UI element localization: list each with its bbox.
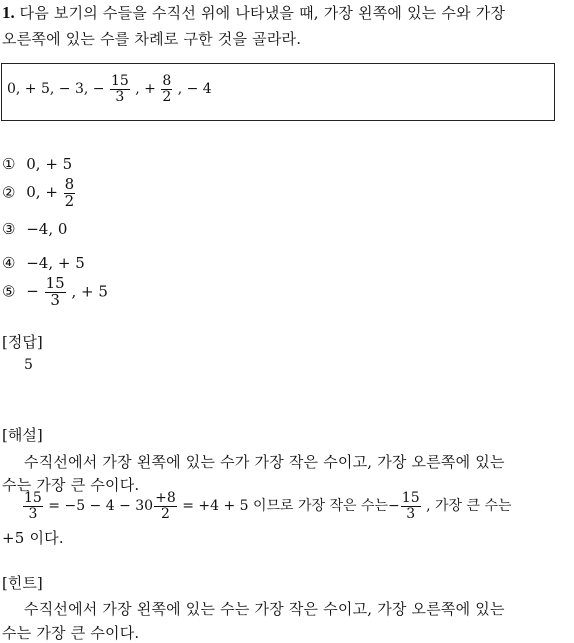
hint-line-2: 수는 가장 큰 수이다. bbox=[2, 624, 140, 642]
choice-4[interactable] bbox=[2, 254, 85, 272]
fraction-denominator: 3 bbox=[115, 88, 125, 105]
question-line-1 bbox=[2, 2, 505, 23]
choice-marker: ⑤ bbox=[2, 282, 16, 301]
choice-marker: ③ bbox=[2, 220, 16, 238]
fraction-numerator: 15 bbox=[45, 274, 65, 292]
choice-text: −4, 0 bbox=[26, 220, 68, 238]
fraction-denominator: 2 bbox=[64, 191, 75, 210]
fraction-denominator: 2 bbox=[160, 505, 170, 522]
choice-text-after: , + 5 bbox=[71, 282, 108, 301]
fraction-denominator: 2 bbox=[162, 88, 172, 105]
fraction-8-over-2 bbox=[161, 74, 172, 104]
choice-text: − bbox=[26, 282, 39, 301]
given-numbers bbox=[7, 74, 212, 104]
question-number: 1. bbox=[2, 3, 15, 22]
box-part-1: 0, + 5, − 3, − bbox=[7, 81, 105, 98]
question-text-1: 다음 보기의 수들을 수직선 위에 나타냈을 때, 가장 왼쪽에 있는 수와 가장 bbox=[19, 4, 506, 22]
explanation-label: [해설] bbox=[2, 426, 43, 444]
fraction-numerator: 8 bbox=[162, 73, 172, 89]
answer-value: 5 bbox=[24, 357, 33, 373]
hint-label: [힌트] bbox=[2, 574, 43, 592]
explanation-line-4: +5 이다. bbox=[2, 529, 64, 547]
choice-1[interactable] bbox=[2, 155, 72, 173]
choice-marker: ④ bbox=[2, 254, 16, 272]
question-text-2: 오른쪽에 있는 수를 차례로 구한 것을 골라라. bbox=[2, 30, 302, 48]
fraction-denominator: 3 bbox=[50, 290, 60, 309]
choice-marker: ② bbox=[2, 183, 16, 202]
fraction-numerator: +8 bbox=[155, 490, 176, 506]
choice-text: 0, + bbox=[26, 183, 58, 202]
choice-3[interactable] bbox=[2, 220, 67, 238]
equation-middle: = −5 − 4 − 30 bbox=[48, 498, 154, 515]
explanation-line-1: 수직선에서 가장 왼쪽에 있는 수가 가장 작은 수이고, 가장 오른쪽에 있는 bbox=[24, 453, 505, 471]
choice-marker: ① bbox=[2, 155, 16, 173]
fraction-numerator: 15 bbox=[110, 73, 129, 89]
given-numbers-box bbox=[1, 63, 555, 121]
choice-2[interactable] bbox=[2, 177, 76, 210]
fraction-15-over-3 bbox=[401, 491, 421, 521]
fraction-denominator: 3 bbox=[28, 505, 38, 522]
choice-text: 0, + 5 bbox=[26, 155, 73, 173]
fraction-15-over-3 bbox=[23, 491, 43, 521]
explanation-line-2: 수는 가장 큰 수이다. bbox=[2, 476, 140, 494]
hint-line-1: 수직선에서 가장 왼쪽에 있는 수는 가장 작은 수이고, 가장 오른쪽에 있는 bbox=[24, 600, 505, 618]
explanation-equation bbox=[22, 491, 512, 521]
choice-5[interactable] bbox=[2, 276, 108, 309]
fraction-denominator: 3 bbox=[406, 505, 416, 522]
box-part-3: , − 4 bbox=[177, 81, 212, 98]
answer-label: [정답] bbox=[2, 333, 43, 351]
fraction-8-over-2 bbox=[64, 177, 76, 210]
fraction-15-over-3 bbox=[110, 74, 130, 104]
equation-end: , 가장 큰 수는 bbox=[426, 498, 512, 515]
fraction-numerator: 15 bbox=[24, 490, 42, 506]
fraction-15-over-3 bbox=[45, 276, 66, 309]
fraction-plus8-over-2 bbox=[154, 491, 177, 521]
box-part-2: , + bbox=[135, 81, 156, 98]
fraction-numerator: 8 bbox=[64, 175, 75, 193]
equation-after: = +4 + 5 이므로 가장 작은 수는− bbox=[182, 498, 400, 515]
choice-text: −4, + 5 bbox=[26, 254, 85, 272]
fraction-numerator: 15 bbox=[401, 490, 420, 506]
